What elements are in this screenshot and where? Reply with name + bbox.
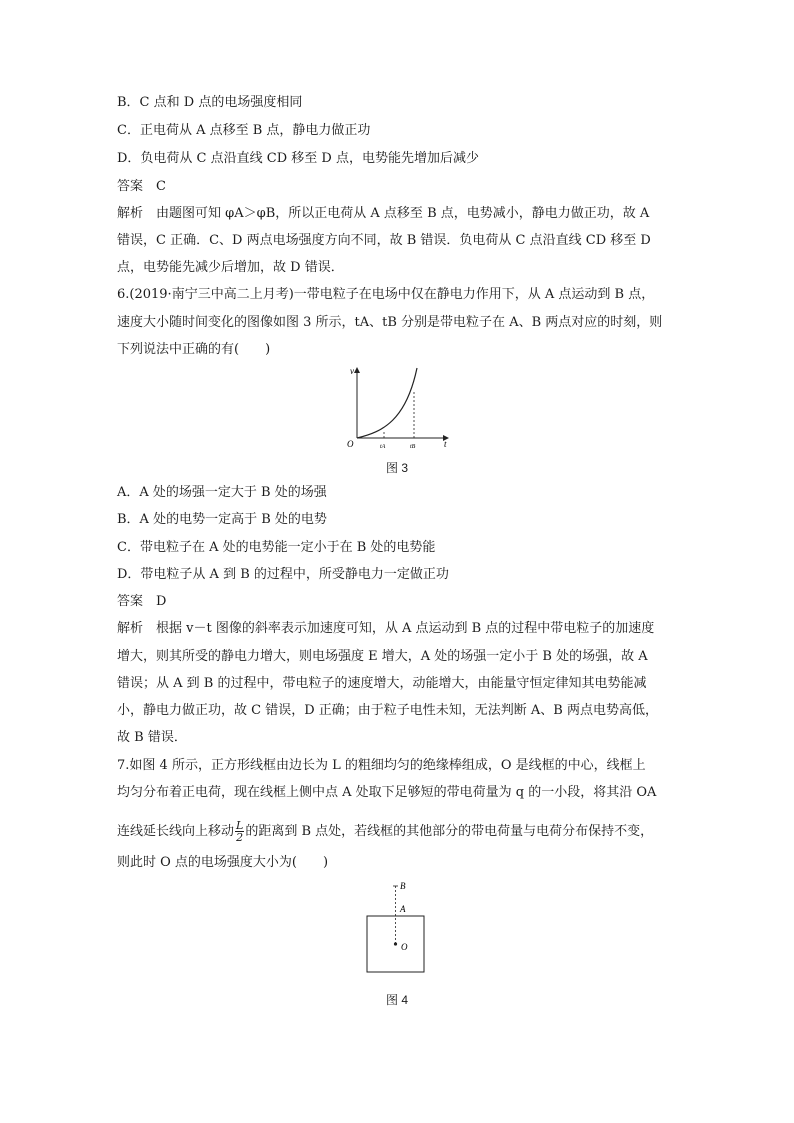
- velocity-curve: [357, 368, 417, 438]
- q6-option-c: C．带电粒子在 A 处的电势能一定小于在 B 处的电势能: [117, 540, 436, 555]
- q5-analysis-line-2: 错误，C 正确．C、D 两点电场强度方向不同，故 B 错误．负电荷从 C 点沿直线 CD 移至 D: [117, 233, 651, 248]
- x-axis-label: t: [444, 439, 447, 449]
- label-o: O: [401, 942, 408, 952]
- tick-ta-label: tA: [380, 444, 386, 450]
- q6-analysis-line-3: 错误；从 A 到 B 的过程中，带电粒子的速度增大，动能增大，由能量守恒定律知其电势能减: [117, 676, 647, 691]
- q7-stem-line-3-post: 的距离到 B 点处，若线框的其他部分的带电荷量与电荷分布保持不变，: [245, 824, 654, 839]
- q6-stem-line-2: 速度大小随时间变化的图像如图 3 所示，tA、tB 分别是带电粒子在 A、B 两点对应的时刻，则: [117, 315, 663, 330]
- label-b: B: [400, 881, 406, 891]
- q5-option-b: B．C 点和 D 点的电场强度相同: [117, 95, 303, 110]
- q5-option-d: D．负电荷从 C 点沿直线 CD 移至 D 点，电势能先增加后减少: [117, 151, 479, 166]
- q6-analysis-line-4: 小，静电力做正功，故 C 错误，D 正确；由于粒子电性未知，无法判断 A、B 两点电势高低，: [117, 703, 658, 718]
- q7-stem-line-3: [117, 820, 653, 843]
- origin-label: O: [347, 439, 354, 449]
- q6-option-a: A．A 处的场强一定大于 B 处的场强: [117, 485, 327, 500]
- q6-analysis-line-5: 故 B 错误．: [117, 730, 187, 745]
- q6-option-b: B．A 处的电势一定高于 B 处的电势: [117, 512, 327, 527]
- q6-option-d: D．带电粒子从 A 到 B 的过程中，所受静电力一定做正功: [117, 567, 449, 582]
- figure-4-caption: 图 4: [386, 993, 409, 1007]
- q6-analysis-line-1: 解析 根据 v－t 图像的斜率表示加速度可知，从 A 点运动到 B 点的过程中带电粒子的加速度: [117, 621, 655, 636]
- figure-3-caption: 图 3: [386, 461, 409, 475]
- q7-stem-line-2: 均匀分布着正电荷，现在线框上侧中点 A 处取下足够短的带电荷量为 q 的一小段，将其沿 OA: [117, 785, 657, 800]
- fraction-l-over-2: $\frac{L}{2}$: [236, 819, 244, 844]
- q6-stem-line-1: 6.(2019·南宁三中高二上月考)一带电粒子在电场中仅在静电力作用下，从 A 点运动到 B 点，: [117, 287, 655, 302]
- q5-analysis-line-1: 解析 由题图可知 φA＞φB，所以正电荷从 A 点移至 B 点，电势减小，静电力做正功，故 A: [117, 206, 650, 221]
- q6-answer: 答案 D: [117, 594, 167, 609]
- q6-analysis-line-2: 增大，则其所受的静电力增大，则电场强度 E 增大，A 处的场强一定小于 B 处的场强，故 A: [117, 649, 648, 664]
- label-a: A: [400, 904, 406, 914]
- y-axis-label: v: [350, 366, 354, 376]
- figure-4-square-frame: [360, 878, 440, 978]
- q5-answer: 答案 C: [117, 179, 166, 194]
- center-o-dot: [394, 942, 397, 945]
- q5-option-c: C．正电荷从 A 点移至 B 点，静电力做正功: [117, 123, 371, 138]
- q6-stem-line-3: 下列说法中正确的有( ): [117, 342, 271, 357]
- q7-stem-line-4: 则此时 O 点的电场强度大小为( ): [117, 855, 329, 870]
- tick-tb-label: tB: [410, 444, 416, 450]
- q7-stem-line-3-pre: 连线延长线向上移动: [117, 824, 235, 839]
- q5-analysis-line-3: 点，电势能先减少后增加，故 D 错误．: [117, 260, 344, 275]
- figure-3-vt-graph: [338, 362, 458, 452]
- q7-stem-line-1: 7.如图 4 所示，正方形线框由边长为 L 的粗细均匀的绝缘棒组成，O 是线框的中心，线框上: [117, 758, 646, 773]
